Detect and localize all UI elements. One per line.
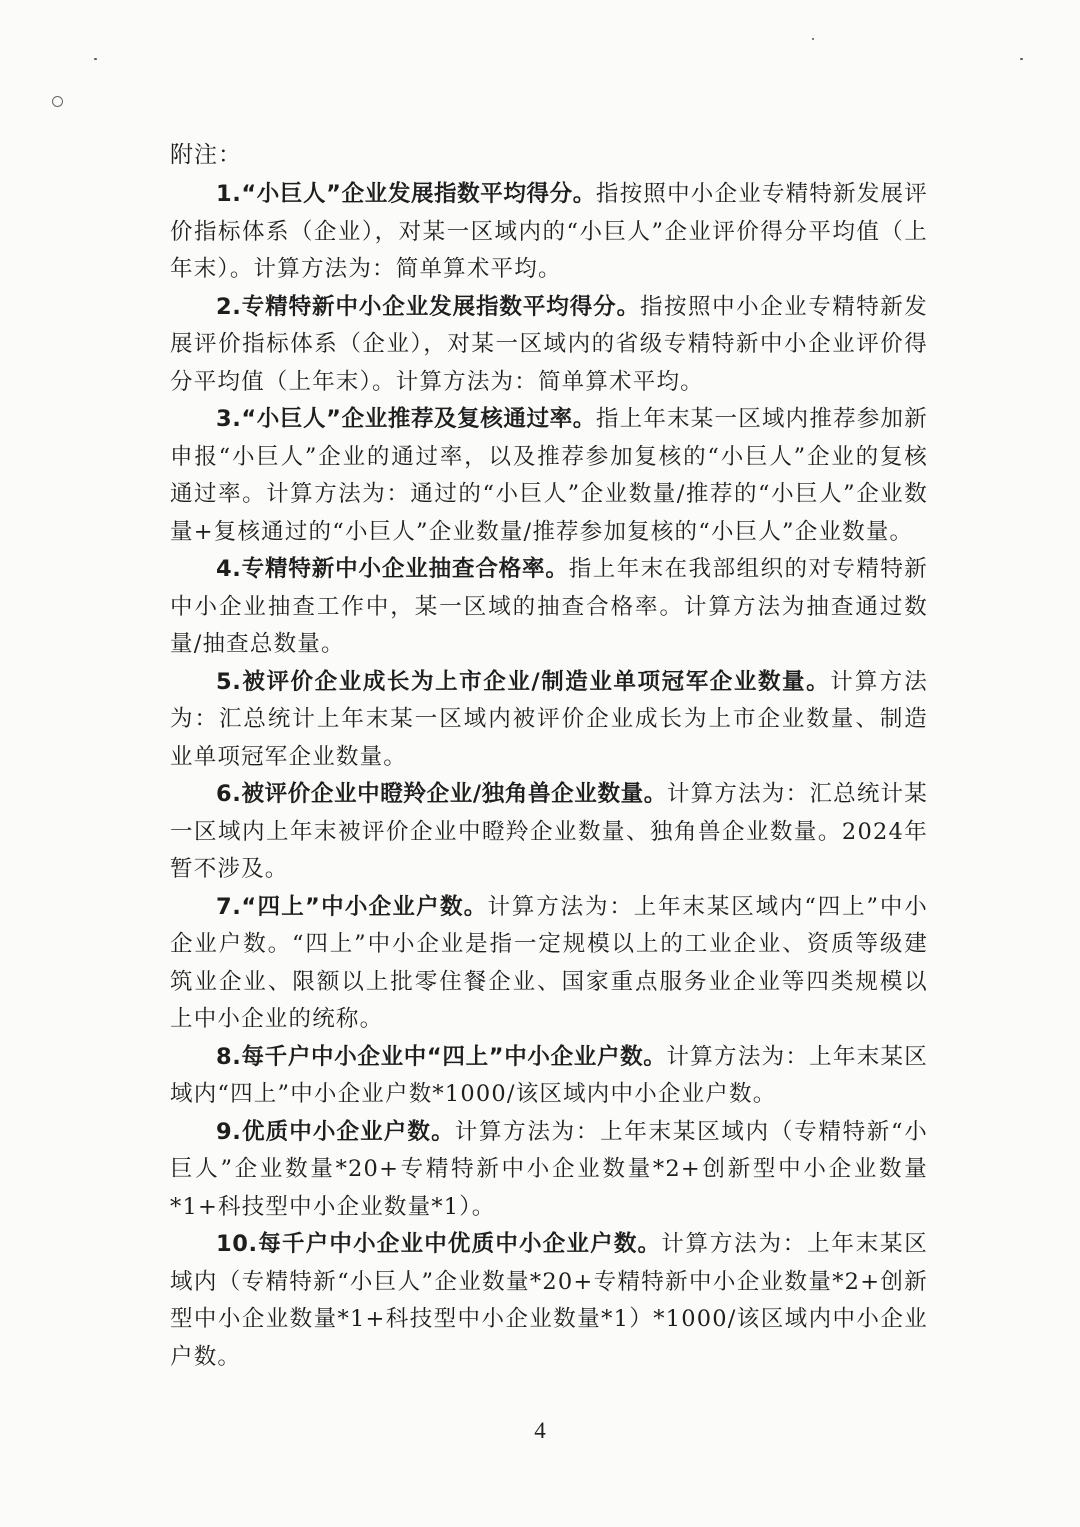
note-item [170,176,928,289]
note-item [170,1114,928,1227]
note-term: 1.“小巨人”企业发展指数平均得分。 [216,181,596,207]
scan-speck [812,38,814,40]
note-term: 6.被评价企业中瞪羚企业/独角兽企业数量。 [216,781,667,807]
scan-speck [52,96,63,107]
note-term: 2.专精特新中小企业发展指数平均得分。 [216,293,640,320]
note-item [170,289,928,402]
note-term: 5.被评价企业成长为上市企业/制造业单项冠军企业数量。 [216,668,831,695]
note-item [170,401,928,551]
note-term: 8.每千户中小企业中“四上”中小企业户数。 [216,1043,667,1070]
note-text: 指上年末某一区域内推荐参加新申报“小巨人”企业的通过率，以及推荐参加复核的“小巨人”企业的复核通过率。计算方法为：通过的“小巨人”企业数量/推荐的“小巨人”企业数量+复核通过的“小巨人”企业数量/推荐参加复核的“小巨人”企业数量。 [170,406,928,545]
note-item [170,889,928,1039]
note-text: 指按照中小企业专精特新发展评价指标体系（企业），对某一区域内的“小巨人”企业评价得分平均值（上年末）。计算方法为：简单算术平均。 [170,181,928,282]
note-item [170,1226,928,1376]
note-text: 计算方法为：上年末某区域内“四上”中小企业户数*1000/该区域内中小企业户数。 [170,1043,928,1107]
note-text: 指按照中小企业专精特新发展评价指标体系（企业），对某一区域内的省级专精特新中小企业评价得分平均值（上年末）。计算方法为：简单算术平均。 [170,293,928,395]
note-text: 计算方法为：上年末某区域内“四上”中小企业户数。“四上”中小企业是指一定规模以上的工业企业、资质等级建筑业企业、限额以上批零住餐企业、国家重点服务业企业等四类规模以上中小企业的统称。 [170,893,928,1032]
scan-speck [94,58,97,60]
note-item [170,551,928,664]
note-item [170,776,928,889]
note-term: 7.“四上”中小企业户数。 [216,893,488,920]
note-item [170,1039,928,1114]
annotation-notes [170,136,928,1376]
note-term: 10.每千户中小企业中优质中小企业户数。 [216,1231,662,1257]
notes-heading: 附注： [170,142,242,168]
scan-speck [1020,58,1023,60]
note-text: 计算方法为：汇总统计某一区域内上年末被评价企业中瞪羚企业数量、独角兽企业数量。2024年暂不涉及。 [170,781,928,882]
note-text: 计算方法为：上年末某区域内（专精特新“小巨人”企业数量*20+专精特新中小企业数量*2+创新型中小企业数量*1+科技型中小企业数量*1）。 [170,1118,928,1220]
note-text: 指上年末在我部组织的对专精特新中小企业抽查工作中，某一区域的抽查合格率。计算方法为抽查通过数量/抽查总数量。 [170,556,928,657]
page-number: 4 [534,1418,546,1443]
note-item [170,664,928,777]
note-term: 3.“小巨人”企业推荐及复核通过率。 [216,406,596,432]
note-term: 9.优质中小企业户数。 [216,1118,455,1145]
note-term: 4.专精特新中小企业抽查合格率。 [216,556,569,582]
note-text: 计算方法为：汇总统计上年末某一区域内被评价企业成长为上市企业数量、制造业单项冠军企业数量。 [170,668,928,770]
note-text: 计算方法为：上年末某区域内（专精特新“小巨人”企业数量*20+专精特新中小企业数量*2+创新型中小企业数量*1+科技型中小企业数量*1）*1000/该区域内中小企业户数。 [170,1231,928,1370]
